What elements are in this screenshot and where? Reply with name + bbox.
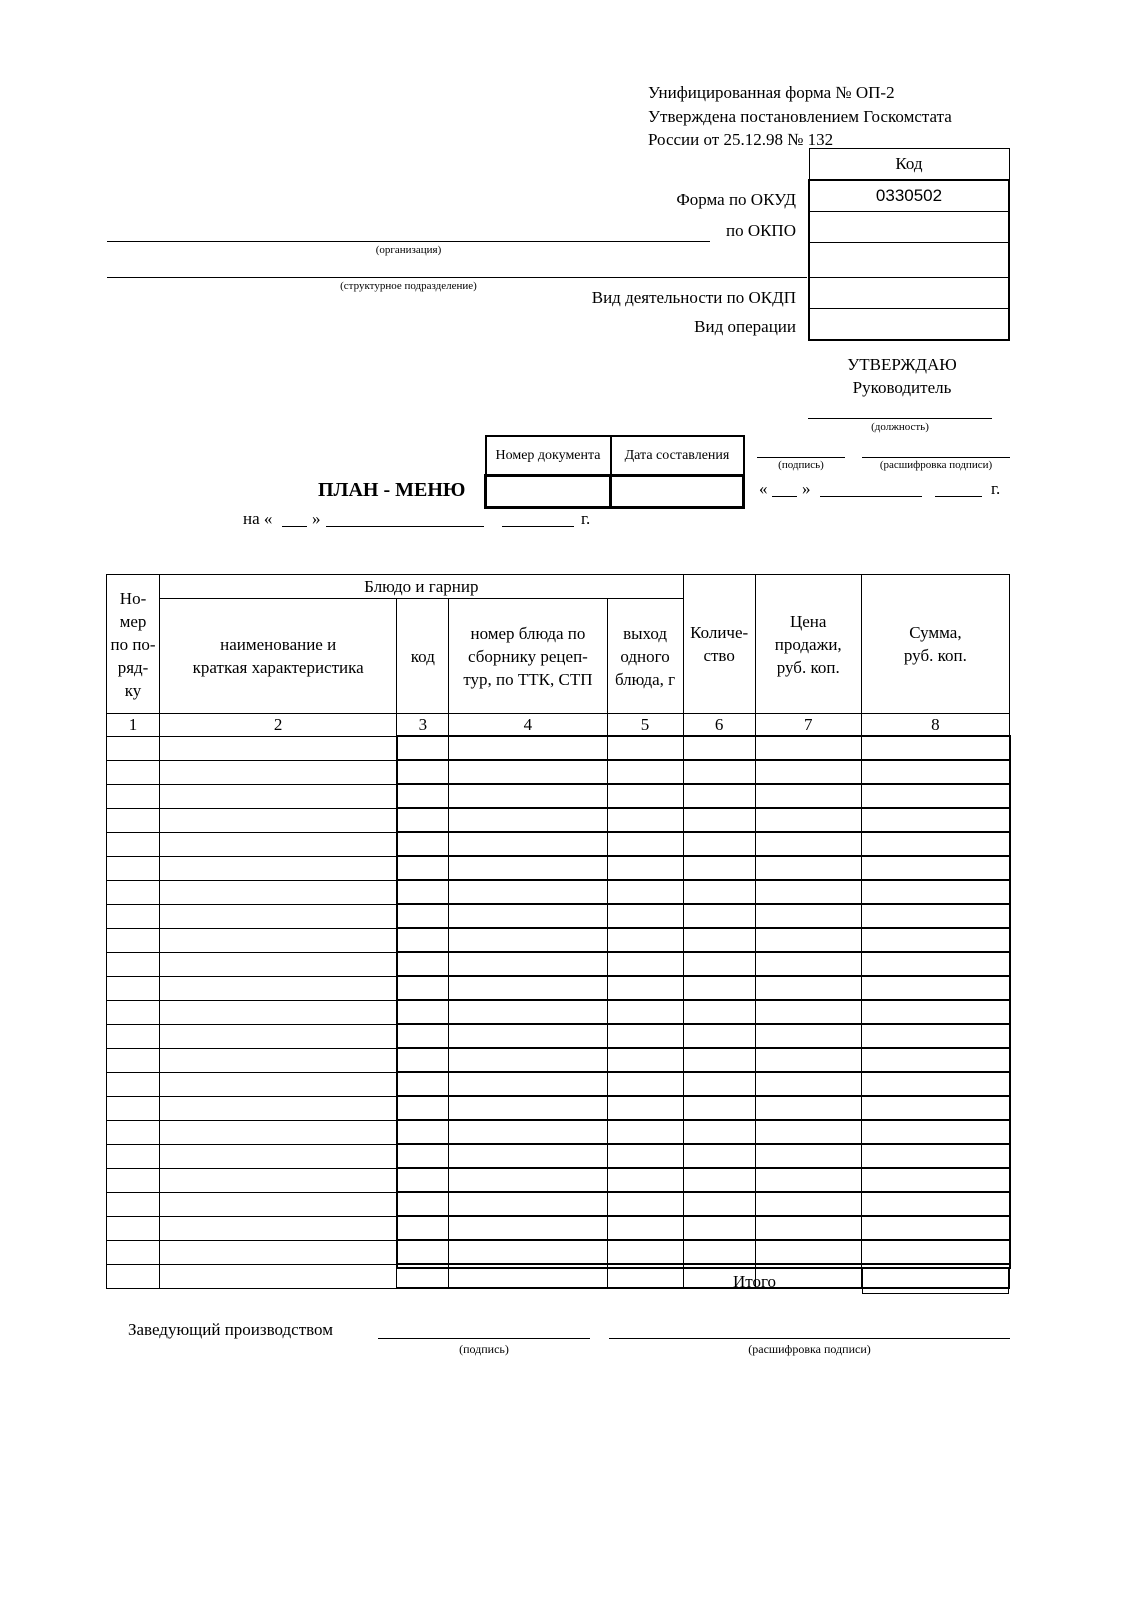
table-cell[interactable] (107, 1168, 160, 1192)
table-cell[interactable] (397, 952, 449, 976)
form-approval-line: Утверждена постановлением Госкомстата (648, 107, 952, 126)
table-cell[interactable] (449, 1192, 607, 1216)
total-label: Итого (733, 1272, 777, 1291)
manager-signature-line[interactable] (378, 1338, 590, 1339)
table-cell[interactable] (397, 904, 449, 928)
col-header-output: выход одного блюда, г (607, 599, 683, 714)
table-row (107, 784, 1010, 808)
table-cell[interactable] (449, 784, 607, 808)
col-header-sum: Сумма, руб. коп. (861, 575, 1009, 714)
table-cell[interactable] (107, 784, 160, 808)
table-cell[interactable] (683, 1048, 755, 1072)
col-header-quantity: Количе- ство (683, 575, 755, 714)
form-number: Унифицированная форма № ОП-2 (648, 83, 895, 102)
table-cell[interactable] (755, 928, 861, 952)
table-cell[interactable] (449, 952, 607, 976)
table-cell[interactable] (107, 1240, 160, 1264)
division-caption: (структурное подразделение) (340, 280, 477, 292)
table-row (107, 1120, 1010, 1144)
table-cell[interactable] (397, 1264, 449, 1288)
table-cell[interactable] (755, 976, 861, 1000)
table-row (107, 928, 1010, 952)
table-cell[interactable] (607, 737, 683, 761)
okdp-label: Вид деятельности по ОКДП (591, 288, 796, 307)
table-cell[interactable] (397, 1144, 449, 1168)
table-cell[interactable] (755, 832, 861, 856)
table-cell[interactable] (160, 1216, 397, 1240)
table-cell[interactable] (607, 928, 683, 952)
table-cell[interactable] (107, 1192, 160, 1216)
table-cell[interactable] (683, 1072, 755, 1096)
table-cell[interactable] (449, 904, 607, 928)
doc-number-header: Номер документа (486, 436, 611, 476)
table-cell[interactable] (607, 784, 683, 808)
table-cell[interactable] (107, 1096, 160, 1120)
table-cell[interactable] (449, 856, 607, 880)
col-number: 3 (397, 714, 449, 737)
menu-date-prefix: на « (243, 509, 273, 528)
table-cell[interactable] (861, 1240, 1009, 1264)
table-cell[interactable] (755, 737, 861, 761)
col-header-recipe-number: номер блюда по сборнику рецеп- тур, по ТТК, СТП (449, 599, 607, 714)
approval-month-field[interactable] (820, 480, 922, 497)
table-cell[interactable] (160, 784, 397, 808)
division-line[interactable] (107, 277, 807, 278)
manager-label: Заведующий производством (128, 1320, 333, 1339)
table-cell[interactable] (160, 904, 397, 928)
table-cell[interactable] (861, 737, 1009, 761)
table-cell[interactable] (397, 880, 449, 904)
table-row (107, 832, 1010, 856)
table-cell[interactable] (449, 760, 607, 784)
table-cell[interactable] (107, 1120, 160, 1144)
table-cell[interactable] (607, 1216, 683, 1240)
table-cell[interactable] (683, 856, 755, 880)
table-cell[interactable] (861, 832, 1009, 856)
manager-decode-caption: (расшифровка подписи) (748, 1342, 871, 1356)
table-cell[interactable] (755, 808, 861, 832)
table-cell[interactable] (449, 1120, 607, 1144)
table-cell[interactable] (861, 1072, 1009, 1096)
table-cell[interactable] (107, 808, 160, 832)
table-cell[interactable] (449, 880, 607, 904)
table-row (107, 1096, 1010, 1120)
approval-year-field[interactable] (935, 480, 982, 497)
operation-code[interactable] (809, 309, 1009, 341)
table-cell[interactable] (449, 1024, 607, 1048)
table-cell[interactable] (107, 880, 160, 904)
table-cell[interactable] (160, 808, 397, 832)
table-cell[interactable] (160, 832, 397, 856)
table-cell[interactable] (107, 856, 160, 880)
table-cell[interactable] (683, 737, 755, 761)
menu-quote-close: » (312, 509, 321, 528)
table-cell[interactable] (861, 760, 1009, 784)
approval-quote-close: » (802, 479, 811, 498)
okdp-code[interactable] (809, 278, 1009, 309)
table-row (107, 1048, 1010, 1072)
approval-quote-open: « (759, 479, 768, 498)
approval-decode-line[interactable] (862, 457, 1010, 458)
table-row (107, 856, 1010, 880)
document-title: ПЛАН - МЕНЮ (318, 479, 466, 501)
table-row (107, 1144, 1010, 1168)
table-cell[interactable] (607, 1048, 683, 1072)
table-cell[interactable] (449, 1000, 607, 1024)
total-field[interactable] (862, 1268, 1009, 1294)
table-cell[interactable] (861, 952, 1009, 976)
table-cell[interactable] (607, 1264, 683, 1288)
table-cell[interactable] (397, 1096, 449, 1120)
table-cell[interactable] (107, 1024, 160, 1048)
table-cell[interactable] (397, 832, 449, 856)
col-number: 6 (683, 714, 755, 737)
table-cell[interactable] (755, 1096, 861, 1120)
table-cell[interactable] (861, 856, 1009, 880)
manager-signature-caption: (подпись) (459, 1342, 509, 1356)
menu-year-field[interactable] (502, 510, 574, 527)
table-cell[interactable] (449, 1072, 607, 1096)
table-cell[interactable] (755, 1024, 861, 1048)
doc-number-field[interactable] (486, 476, 611, 508)
table-cell[interactable] (107, 1072, 160, 1096)
table-cell[interactable] (107, 1000, 160, 1024)
table-cell[interactable] (160, 1120, 397, 1144)
table-row (107, 1216, 1010, 1240)
table-cell[interactable] (160, 1048, 397, 1072)
table-cell[interactable] (861, 1048, 1009, 1072)
table-cell[interactable] (683, 1240, 755, 1264)
table-cell[interactable] (607, 904, 683, 928)
table-cell[interactable] (160, 928, 397, 952)
table-cell[interactable] (861, 904, 1009, 928)
table-cell[interactable] (755, 1072, 861, 1096)
table-cell[interactable] (861, 1024, 1009, 1048)
doc-date-header: Дата составления (611, 436, 744, 476)
table-row (107, 1024, 1010, 1048)
position-line[interactable] (808, 418, 992, 419)
table-row (107, 904, 1010, 928)
table-row (107, 1192, 1010, 1216)
table-cell[interactable] (449, 832, 607, 856)
table-cell[interactable] (107, 904, 160, 928)
table-cell[interactable] (397, 760, 449, 784)
table-row (107, 976, 1010, 1000)
table-cell[interactable] (160, 976, 397, 1000)
table-cell[interactable] (607, 1240, 683, 1264)
col-group-dish: Блюдо и гарнир (160, 575, 684, 599)
table-cell[interactable] (107, 737, 160, 761)
table-cell[interactable] (607, 1072, 683, 1096)
table-cell[interactable] (607, 760, 683, 784)
table-cell[interactable] (755, 952, 861, 976)
code-box (808, 148, 1010, 341)
table-cell[interactable] (861, 808, 1009, 832)
table-cell[interactable] (607, 880, 683, 904)
table-cell[interactable] (861, 1144, 1009, 1168)
table-row (107, 1168, 1010, 1192)
table-cell[interactable] (683, 904, 755, 928)
table-cell[interactable] (449, 1096, 607, 1120)
table-cell[interactable] (397, 1240, 449, 1264)
doc-number-box (484, 435, 745, 509)
table-cell[interactable] (160, 880, 397, 904)
col-header-name: наименование и краткая характеристика (160, 599, 397, 714)
table-cell[interactable] (755, 904, 861, 928)
table-cell[interactable] (683, 1192, 755, 1216)
table-row (107, 808, 1010, 832)
table-cell[interactable] (607, 976, 683, 1000)
table-cell[interactable] (397, 737, 449, 761)
table-cell[interactable] (683, 784, 755, 808)
menu-day-field[interactable] (282, 510, 307, 527)
table-row (107, 1240, 1010, 1264)
table-cell[interactable] (160, 760, 397, 784)
table-cell[interactable] (861, 1216, 1009, 1240)
table-cell[interactable] (160, 856, 397, 880)
table-cell[interactable] (683, 832, 755, 856)
table-cell[interactable] (683, 1120, 755, 1144)
table-cell[interactable] (607, 1096, 683, 1120)
table-cell[interactable] (160, 1096, 397, 1120)
table-cell[interactable] (683, 808, 755, 832)
table-cell[interactable] (397, 1072, 449, 1096)
table-row (107, 737, 1010, 761)
col-number: 5 (607, 714, 683, 737)
okpo-code[interactable] (809, 212, 1009, 243)
menu-year-suffix: г. (581, 509, 591, 528)
okpo-label: по ОКПО (725, 221, 796, 240)
table-cell[interactable] (607, 1120, 683, 1144)
okud-code[interactable]: 0330502 (809, 180, 1009, 212)
table-cell[interactable] (107, 1216, 160, 1240)
table-cell[interactable] (449, 1264, 607, 1288)
table-cell[interactable] (861, 784, 1009, 808)
head-label: Руководитель (852, 378, 952, 397)
table-cell[interactable] (397, 1024, 449, 1048)
table-cell[interactable] (607, 1024, 683, 1048)
organization-line[interactable] (107, 241, 710, 242)
table-cell[interactable] (160, 952, 397, 976)
table-cell[interactable] (449, 737, 607, 761)
table-cell[interactable] (861, 1096, 1009, 1120)
table-cell[interactable] (683, 976, 755, 1000)
col-number: 2 (160, 714, 397, 737)
table-cell[interactable] (107, 952, 160, 976)
table-cell[interactable] (607, 856, 683, 880)
operation-label: Вид операции (694, 317, 796, 336)
table-row (107, 952, 1010, 976)
col-number: 8 (861, 714, 1009, 737)
table-cell[interactable] (107, 928, 160, 952)
table-cell[interactable] (607, 808, 683, 832)
table-row (107, 880, 1010, 904)
table-cell[interactable] (755, 1168, 861, 1192)
table-cell[interactable] (755, 1240, 861, 1264)
table-cell[interactable] (683, 928, 755, 952)
table-cell[interactable] (397, 808, 449, 832)
approval-signature-line[interactable] (757, 457, 845, 458)
table-cell[interactable] (449, 1144, 607, 1168)
col-header-price: Цена продажи, руб. коп. (755, 575, 861, 714)
division-code[interactable] (809, 243, 1009, 278)
table-cell[interactable] (107, 976, 160, 1000)
table-cell[interactable] (755, 1048, 861, 1072)
table-cell[interactable] (607, 1192, 683, 1216)
menu-month-field[interactable] (326, 510, 484, 527)
table-cell[interactable] (397, 1000, 449, 1024)
table-cell[interactable] (861, 1000, 1009, 1024)
table-cell[interactable] (397, 1192, 449, 1216)
table-cell[interactable] (107, 1048, 160, 1072)
table-cell[interactable] (861, 976, 1009, 1000)
table-cell[interactable] (160, 1000, 397, 1024)
table-cell[interactable] (397, 856, 449, 880)
table-cell[interactable] (683, 1000, 755, 1024)
table-cell[interactable] (683, 1168, 755, 1192)
table-cell[interactable] (683, 1144, 755, 1168)
table-cell[interactable] (607, 1168, 683, 1192)
table-cell[interactable] (397, 1168, 449, 1192)
table-cell[interactable] (607, 952, 683, 976)
col-number: 1 (107, 714, 160, 737)
table-row (107, 1000, 1010, 1024)
table-cell[interactable] (755, 880, 861, 904)
table-cell[interactable] (755, 1192, 861, 1216)
table-cell[interactable] (755, 1216, 861, 1240)
col-number: 7 (755, 714, 861, 737)
form-approval-date: России от 25.12.98 № 132 (648, 130, 834, 149)
table-cell[interactable] (449, 1240, 607, 1264)
approval-signature-caption: (подпись) (778, 459, 824, 471)
col-header-code: код (397, 599, 449, 714)
table-cell[interactable] (449, 976, 607, 1000)
col-number: 4 (449, 714, 607, 737)
table-cell[interactable] (861, 928, 1009, 952)
table-cell[interactable] (683, 760, 755, 784)
table-cell[interactable] (397, 928, 449, 952)
table-cell[interactable] (107, 760, 160, 784)
approve-label: УТВЕРЖДАЮ (847, 355, 957, 374)
approval-year-suffix: г. (991, 479, 1001, 498)
table-cell[interactable] (160, 1264, 397, 1288)
table-cell[interactable] (160, 1144, 397, 1168)
table-cell[interactable] (397, 784, 449, 808)
table-cell[interactable] (449, 1168, 607, 1192)
table-cell[interactable] (861, 1120, 1009, 1144)
col-header-number: Но- мер по по- ряд- ку (107, 575, 160, 714)
approval-decode-caption: (расшифровка подписи) (879, 459, 993, 471)
table-cell[interactable] (397, 976, 449, 1000)
organization-caption: (организация) (375, 244, 442, 256)
table-cell[interactable] (449, 1048, 607, 1072)
table-cell[interactable] (755, 1120, 861, 1144)
table-cell[interactable] (107, 832, 160, 856)
table-cell[interactable] (397, 1216, 449, 1240)
table-row (107, 1072, 1010, 1096)
table-cell[interactable] (755, 1144, 861, 1168)
table-row (107, 760, 1010, 784)
table-cell[interactable] (449, 928, 607, 952)
okud-label: Форма по ОКУД (676, 190, 796, 209)
code-header: Код (809, 149, 1009, 181)
table-cell[interactable] (861, 1192, 1009, 1216)
table-cell[interactable] (607, 1000, 683, 1024)
table-cell[interactable] (683, 1216, 755, 1240)
table-cell[interactable] (683, 1096, 755, 1120)
table-cell[interactable] (160, 1168, 397, 1192)
table-cell[interactable] (755, 1000, 861, 1024)
table-cell[interactable] (449, 808, 607, 832)
table-cell[interactable] (683, 1024, 755, 1048)
table-cell[interactable] (683, 952, 755, 976)
table-cell[interactable] (607, 832, 683, 856)
table-cell[interactable] (397, 1120, 449, 1144)
doc-date-field[interactable] (611, 476, 744, 508)
table-cell[interactable] (160, 1240, 397, 1264)
table-cell[interactable] (107, 1144, 160, 1168)
manager-decode-line[interactable] (609, 1338, 1010, 1339)
table-cell[interactable] (397, 1048, 449, 1072)
table-cell[interactable] (160, 1072, 397, 1096)
menu-table (106, 574, 1010, 1289)
table-cell[interactable] (861, 1168, 1009, 1192)
table-cell[interactable] (607, 1144, 683, 1168)
table-cell[interactable] (861, 880, 1009, 904)
table-cell[interactable] (449, 1216, 607, 1240)
table-cell[interactable] (107, 1264, 160, 1288)
table-cell[interactable] (755, 784, 861, 808)
table-cell[interactable] (755, 760, 861, 784)
approval-day-field[interactable] (772, 480, 797, 497)
table-cell[interactable] (160, 737, 397, 761)
table-cell[interactable] (683, 880, 755, 904)
table-cell[interactable] (160, 1024, 397, 1048)
table-cell[interactable] (160, 1192, 397, 1216)
table-cell[interactable] (755, 856, 861, 880)
position-caption: (должность) (871, 421, 929, 433)
